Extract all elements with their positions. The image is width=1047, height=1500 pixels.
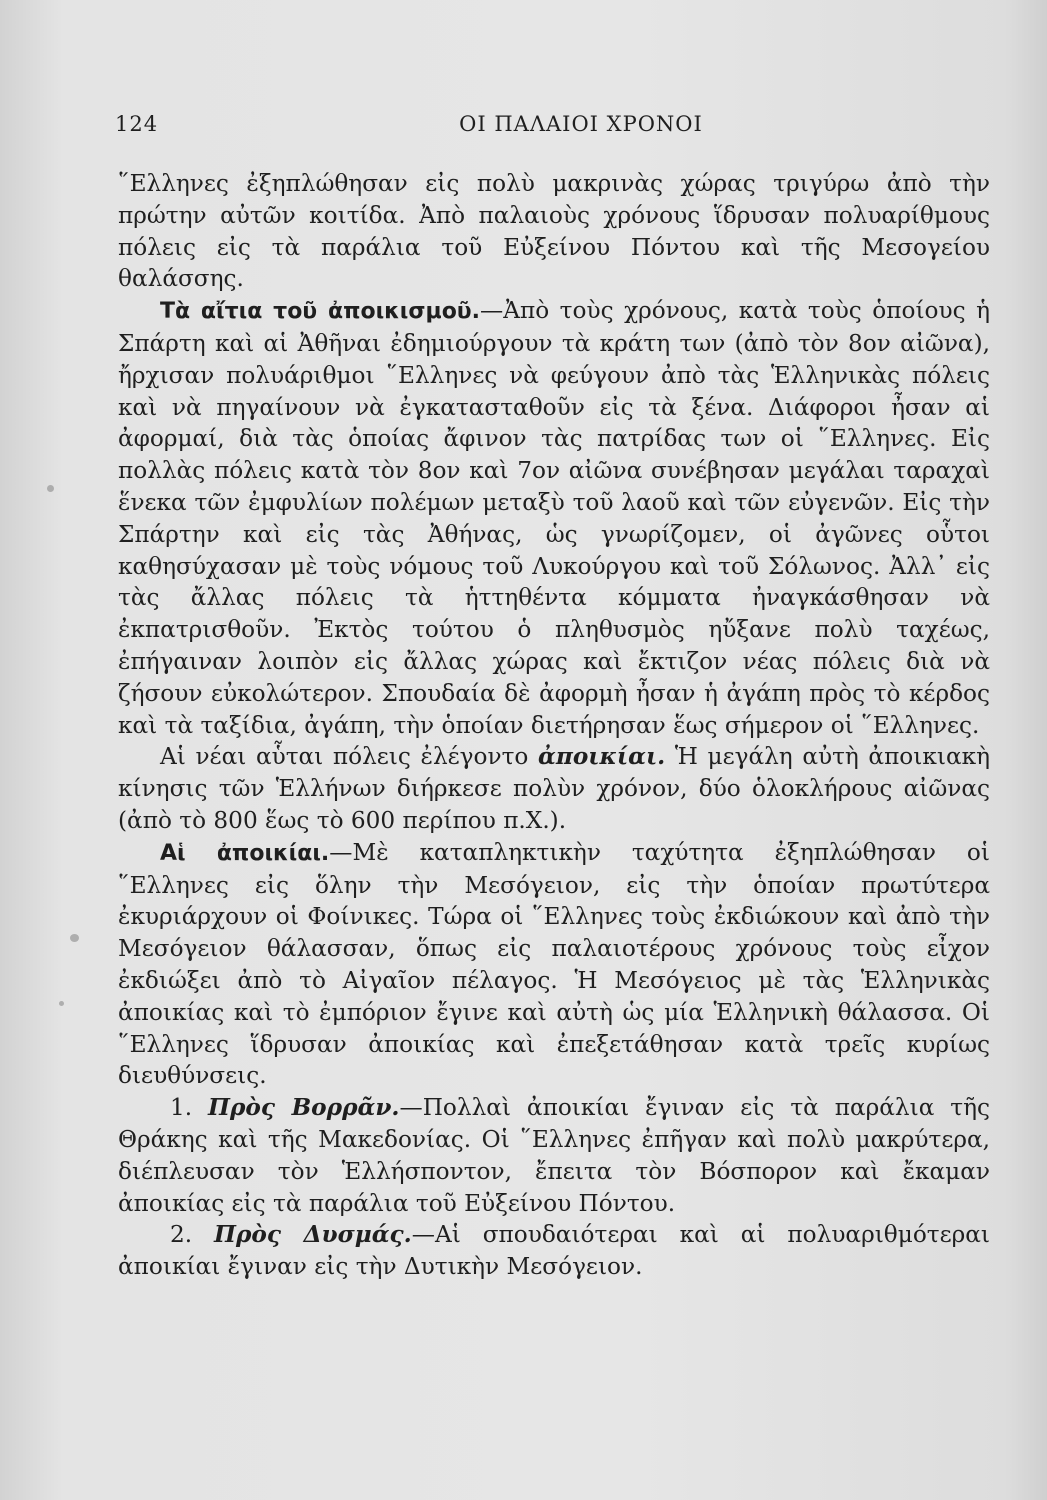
running-title: ΟΙ ΠΑΛΑΙΟΙ ΧΡΟΝΟΙ <box>459 112 703 136</box>
print-speck <box>47 485 54 492</box>
body-text <box>118 168 990 1283</box>
list-item-west: 2. Πρὸς Δυσμάς.—Αἱ σπουδαιότεραι καὶ αἱ πολυαριθμότεραι ἀποικίαι ἔγιναν εἰς τὴν Δυτικὴν Μεσόγειον. <box>118 1221 991 1281</box>
paragraph-intro: ῞Ελληνες ἐξηπλώθησαν εἰς πολὺ μακρινὰς χώρας τριγύρω ἀπὸ τὴν πρώτην αὐτῶν κοιτίδα. Ἀπὸ παλαιοὺς χρόνους ἵδρυσαν πολυαρίθμους πόλεις εἰς τὰ παράλια τοῦ Εὐξείνου Πόντου καὶ τῆς Μεσογείου θαλάσσης. <box>118 170 990 293</box>
list-item-north: 1. Πρὸς Βορρᾶν.—Πολλαὶ ἀποικίαι ἔγιναν εἰς τὰ παράλια τῆς Θράκης καὶ τῆς Μακεδονίας. Οἱ ῞Ελληνες ἐπῆγαν καὶ πολὺ μακρύτερα, διέπλευσαν τὸν Ἑλλήσποντον, ἔπειτα τὸν Βόσπορον καὶ ἔκαμαν ἀποικίας εἰς τὰ παράλια τοῦ Εὐξείνου Πόντου. <box>118 1094 990 1217</box>
page-header <box>115 112 987 142</box>
paragraph-colonies: Αἱ ἀποικίαι.—Μὲ καταπληκτικὴν ταχύτητα ἐξηπλώθησαν οἱ ῞Ελληνες εἰς ὅλην τὴν Μεσόγειον, εἰς τὴν ὁποίαν πρωτύτερα ἐκυριάρχουν οἱ Φοίνικες. Τώρα οἱ ῞Ελληνες τοὺς ἐκδιώκουν καὶ ἀπὸ τὴν Μεσόγειον θάλασσαν, ὅπως εἰς παλαιοτέρους χρόνους τοὺς εἶχον ἐκδιώξει ἀπὸ τὸ Αἰγαῖον πέλαγος. Ἡ Μεσόγειος μὲ τὰς Ἑλληνικὰς ἀποικίας καὶ τὸ ἐμπόριον ἔγινε καὶ αὐτὴ ὡς μία Ἑλληνικὴ θάλασσα. Οἱ ῞Ελληνες ἵδρυσαν ἀποικίας καὶ ἐπεξετάθησαν κατὰ τρεῖς κυρίως διευθύνσεις. <box>118 838 990 1090</box>
subheading-west: Πρὸς Δυσμάς. <box>214 1221 412 1249</box>
term-colonies: ἀποικίαι. <box>538 743 666 771</box>
print-speck <box>70 934 79 942</box>
paragraph-colonies-def: Αἱ νέαι αὗται πόλεις ἐλέγοντο ἀποικίαι. Ἡ μεγάλη αὐτὴ ἀποικιακὴ κίνησις τῶν Ἑλλήνων διήρκεσε πολὺν χρόνον, δύο ὁλοκλήρους αἰῶνας (ἀπὸ τὸ 800 ἕως τὸ 600 περίπου π.Χ.). <box>118 743 990 834</box>
page-number: 124 <box>115 112 159 136</box>
paragraph-causes: Τὰ αἴτια τοῦ ἀποικισμοῦ.—Ἀπὸ τοὺς χρόνους, κατὰ τοὺς ὁποίους ἡ Σπάρτη καὶ αἱ Ἀθῆναι ἐδημιούργουν τὰ κράτη των (ἀπὸ τὸν 8ον αἰῶνα), ἤρχισαν πολυάριθμοι ῞Ελληνες νὰ φεύγουν ἀπὸ τὰς Ἑλληνικὰς πόλεις καὶ νὰ πηγαίνουν νὰ ἐγκατασταθοῦν εἰς τὰ ξένα. Διάφοροι ἦσαν αἱ ἀφορμαί, διὰ τὰς ὁποίας ἄφινον τὰς πατρίδας των οἱ ῞Ελληνες. Εἰς πολλὰς πόλεις κατὰ τὸν 8ον καὶ 7ον αἰῶνα συνέβησαν μεγάλαι ταραχαὶ ἕνεκα τῶν ἐμφυλίων πολέμων μεταξὺ τοῦ λαοῦ καὶ τῶν εὐγενῶν. Εἰς τὴν Σπάρτην καὶ εἰς τὰς Ἀθήνας, ὡς γνωρίζομεν, οἱ ἀγῶνες οὗτοι καθησύχασαν μὲ τοὺς νόμους τοῦ Λυκούργου καὶ τοῦ Σόλωνος. Ἀλλ᾽ εἰς τὰς ἄλλας πόλεις τὰ ἡττηθέντα κόμματα ἠναγκάσθησαν νὰ ἐκπατρισθοῦν. Ἐκτὸς τούτου ὁ πληθυσμὸς ηὔξανε πολὺ ταχέως, ἐπήγαιναν λοιπὸν εἰς ἄλλας χώρας καὶ ἔκτιζον νέας πόλεις διὰ νὰ ζήσουν εὐκολώτερον. Σπουδαία δὲ ἀφορμὴ ἦσαν ἡ ἀγάπη πρὸς τὸ κέρδος καὶ τὰ ταξίδια, ἀγάπη, τὴν ὁποίαν διετήρησαν ἕως σήμερον οἱ ῞Ελληνες. <box>118 297 990 739</box>
subheading-north: Πρὸς Βορρᾶν. <box>208 1094 400 1122</box>
print-speck <box>59 1001 64 1006</box>
section-heading-colonies: Αἱ ἀποικίαι. <box>160 840 330 866</box>
section-heading-causes: Τὰ αἴτια τοῦ ἀποικισμοῦ. <box>160 299 481 325</box>
